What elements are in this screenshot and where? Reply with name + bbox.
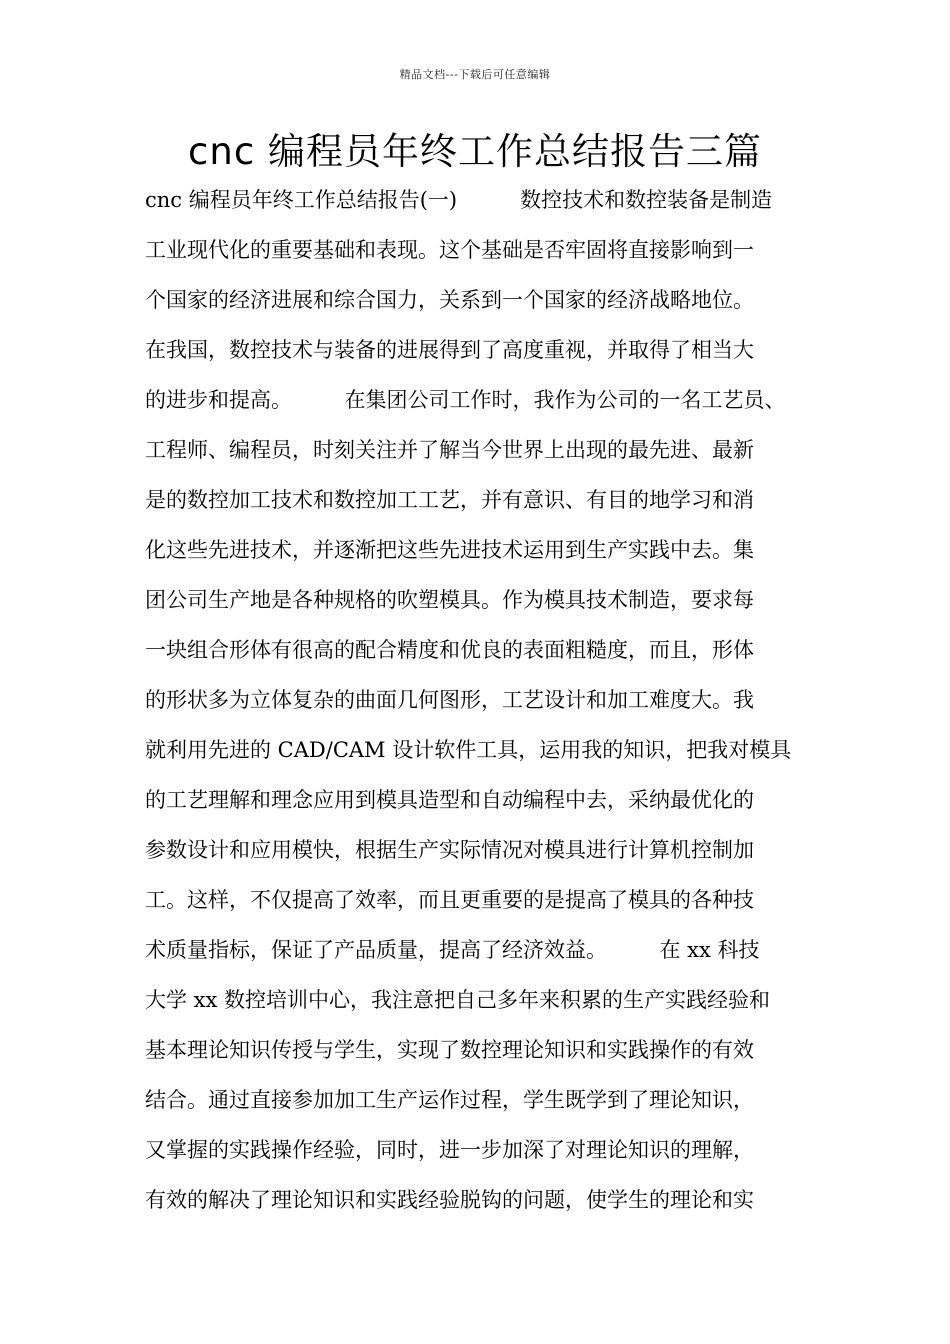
body-line: 大学 xx 数控培训中心，我注意把自己多年来积累的生产实践经验和	[145, 988, 771, 1012]
body-text	[145, 181, 815, 1231]
body-line: 的工艺理解和理念应用到模具造型和自动编程中去，采纳最优化的	[145, 788, 754, 812]
body-line: 参数设计和应用模快，根据生产实际情况对模具进行计算机控制加	[145, 838, 754, 862]
body-line: 工。这样，不仅提高了效率，而且更重要的是提高了模具的各种技	[145, 888, 754, 912]
header-note: 精品文档---下载后可任意编辑	[399, 68, 551, 81]
body-line: 在我国，数控技术与装备的进展得到了高度重视，并取得了相当大	[145, 338, 754, 362]
document-title: cnc 编程员年终工作总结报告三篇	[188, 130, 762, 173]
body-line: 团公司生产地是各种规格的吹塑模具。作为模具技术制造，要求每	[145, 588, 754, 612]
body-line: 基本理论知识传授与学生，实现了数控理论知识和实践操作的有效	[145, 1038, 754, 1062]
body-line: cnc 编程员年终工作总结报告(一) 数控技术和数控装备是制造	[145, 188, 773, 212]
body-line: 一块组合形体有很高的配合精度和优良的表面粗糙度，而且，形体	[145, 638, 754, 662]
body-line: 就利用先进的 CAD/CAM 设计软件工具，运用我的知识，把我对模具	[145, 738, 792, 762]
body-line: 是的数控加工技术和数控加工工艺，并有意识、有目的地学习和消	[145, 488, 754, 512]
body-line: 结合。通过直接参加加工生产运作过程，学生既学到了理论知识，	[145, 1088, 754, 1112]
body-line: 个国家的经济进展和综合国力，关系到一个国家的经济战略地位。	[145, 288, 754, 312]
body-line: 工程师、编程员，时刻关注并了解当今世界上出现的最先进、最新	[145, 438, 754, 462]
body-line: 化这些先进技术，并逐渐把这些先进技术运用到生产实践中去。集	[145, 538, 754, 562]
body-line: 有效的解决了理论知识和实践经验脱钩的问题，使学生的理论和实	[145, 1188, 754, 1212]
body-line: 术质量指标，保证了产品质量，提高了经济效益。 在 xx 科技	[145, 938, 760, 962]
body-line: 又掌握的实践操作经验，同时，进一步加深了对理论知识的理解，	[145, 1138, 754, 1162]
body-line: 的进步和提高。 在集团公司工作时，我作为公司的一名工艺员、	[145, 388, 786, 412]
body-line: 工业现代化的重要基础和表现。这个基础是否牢固将直接影响到一	[145, 238, 754, 262]
body-line: 的形状多为立体复杂的曲面几何图形，工艺设计和加工难度大。我	[145, 688, 754, 712]
